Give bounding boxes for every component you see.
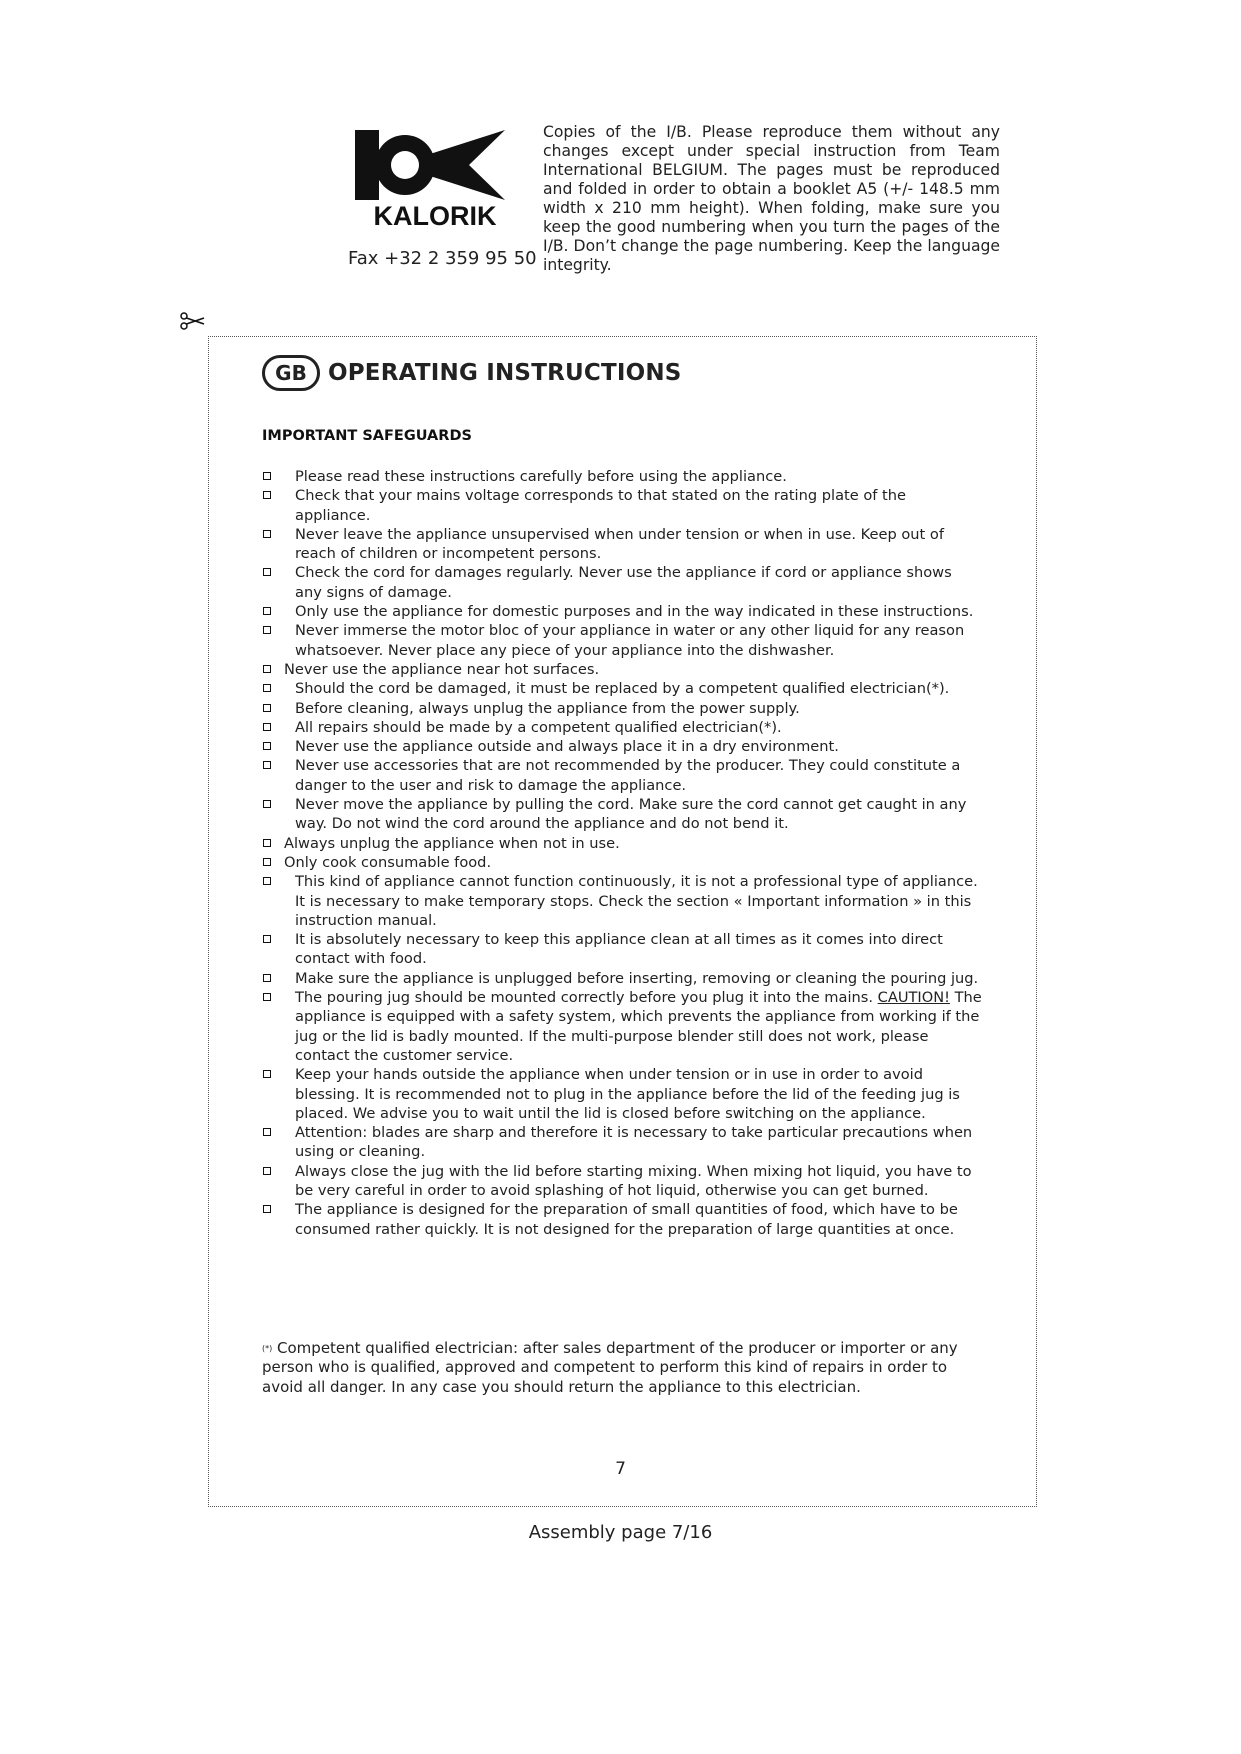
- kalorik-logo: [355, 126, 515, 229]
- list-item: Only use the appliance for domestic purposes and in the way indicated in these instructions.: [262, 602, 982, 621]
- checkbox-bullet-icon: [263, 704, 271, 712]
- page-number: 7: [615, 1459, 626, 1479]
- checkbox-bullet-icon: [263, 974, 271, 982]
- list-item: Always unplug the appliance when not in use.: [262, 834, 982, 853]
- checkbox-bullet-icon: [263, 993, 271, 1001]
- fax-number: Fax +32 2 359 95 50: [348, 248, 537, 269]
- list-item: Never leave the appliance unsupervised when under tension or when in use. Keep out of reach of children or incompetent persons.: [262, 525, 982, 564]
- checkbox-bullet-icon: [263, 1167, 271, 1175]
- logo-wordmark: KALORIK: [373, 201, 497, 229]
- scissors-icon: [180, 311, 206, 331]
- checkbox-bullet-icon: [263, 723, 271, 731]
- list-item: Before cleaning, always unplug the appliance from the power supply.: [262, 699, 982, 718]
- footnote-mark: (*): [262, 1344, 273, 1353]
- list-item: This kind of appliance cannot function continuously, it is not a professional type of appliance. It is necessary to make temporary stops. Check the section « Important information » in this instruction manual.: [262, 872, 982, 930]
- list-item: The pouring jug should be mounted correctly before you plug it into the mains. CAUTION! The appliance is equipped with a safety system, which prevents the appliance from working if the jug or the lid is badly mounted. If the multi-purpose blender still does not work, please contact the customer service.: [262, 988, 982, 1065]
- list-item: Only cook consumable food.: [262, 853, 982, 872]
- list-item: Make sure the appliance is unplugged before inserting, removing or cleaning the pouring jug.: [262, 969, 982, 988]
- safeguards-list: [262, 467, 982, 1239]
- list-item: Never immerse the motor bloc of your appliance in water or any other liquid for any reason whatsoever. Never place any piece of your appliance into the dishwasher.: [262, 621, 982, 660]
- list-item: Never use accessories that are not recommended by the producer. They could constitute a danger to the user and risk to damage the appliance.: [262, 756, 982, 795]
- page-title: OPERATING INSTRUCTIONS: [328, 360, 682, 386]
- list-item: Keep your hands outside the appliance when under tension or in use in order to avoid blessing. It is recommended not to plug in the appliance before the lid of the feeding jug is placed. We advise you to wait until the lid is closed before switching on the appliance.: [262, 1065, 982, 1123]
- list-item: All repairs should be made by a competent qualified electrician(*).: [262, 718, 982, 737]
- list-item: It is absolutely necessary to keep this appliance clean at all times as it comes into direct contact with food.: [262, 930, 982, 969]
- reproduction-instructions: Copies of the I/B. Please reproduce them without any changes except under special instruction from Team International BELGIUM. The pages must be reproduced and folded in order to obtain a booklet A5 (+/- 148.5 mm width x 210 mm height). When folding, make sure you keep the good numbering when you turn the pages of the I/B. Don’t change the page numbering. Keep the language integrity.: [543, 123, 1000, 274]
- checkbox-bullet-icon: [263, 472, 271, 480]
- list-item: The appliance is designed for the preparation of small quantities of food, which have to be consumed rather quickly. It is not designed for the preparation of large quantities at once.: [262, 1200, 982, 1239]
- list-item: Please read these instructions carefully before using the appliance.: [262, 467, 982, 486]
- list-item: Should the cord be damaged, it must be replaced by a competent qualified electrician(*).: [262, 679, 982, 698]
- checkbox-bullet-icon: [263, 935, 271, 943]
- caution-label: CAUTION!: [877, 989, 950, 1007]
- list-item: Never use the appliance near hot surfaces.: [262, 660, 982, 679]
- checkbox-bullet-icon: [263, 1070, 271, 1078]
- safeguards-heading: IMPORTANT SAFEGUARDS: [262, 428, 472, 444]
- list-item: Attention: blades are sharp and therefore it is necessary to take particular precautions when using or cleaning.: [262, 1123, 982, 1162]
- checkbox-bullet-icon: [263, 1205, 271, 1213]
- list-item: Check the cord for damages regularly. Never use the appliance if cord or appliance shows any signs of damage.: [262, 563, 982, 602]
- checkbox-bullet-icon: [263, 1128, 271, 1136]
- checkbox-bullet-icon: [263, 491, 271, 499]
- checkbox-bullet-icon: [263, 568, 271, 576]
- checkbox-bullet-icon: [263, 800, 271, 808]
- checkbox-bullet-icon: [263, 684, 271, 692]
- checkbox-bullet-icon: [263, 742, 271, 750]
- checkbox-bullet-icon: [263, 839, 271, 847]
- language-badge: GB: [262, 355, 320, 391]
- list-item: Never move the appliance by pulling the cord. Make sure the cord cannot get caught in any way. Do not wind the cord around the appliance and do not bend it.: [262, 795, 982, 834]
- checkbox-bullet-icon: [263, 626, 271, 634]
- checkbox-bullet-icon: [263, 877, 271, 885]
- checkbox-bullet-icon: [263, 761, 271, 769]
- checkbox-bullet-icon: [263, 607, 271, 615]
- checkbox-bullet-icon: [263, 665, 271, 673]
- list-item: Check that your mains voltage corresponds to that stated on the rating plate of the appliance.: [262, 486, 982, 525]
- list-item: Never use the appliance outside and always place it in a dry environment.: [262, 737, 982, 756]
- checkbox-bullet-icon: [263, 858, 271, 866]
- checkbox-bullet-icon: [263, 530, 271, 538]
- footnote: (*) Competent qualified electrician: after sales department of the producer or importer or any person who is qualified, approved and competent to perform this kind of repairs in order to avoid all danger. In any case you should return the appliance to this electrician.: [262, 1339, 958, 1396]
- assembly-page-label: Assembly page 7/16: [528, 1522, 713, 1543]
- list-item: Always close the jug with the lid before starting mixing. When mixing hot liquid, you have to be very careful in order to avoid splashing of hot liquid, otherwise you can get burned.: [262, 1162, 982, 1201]
